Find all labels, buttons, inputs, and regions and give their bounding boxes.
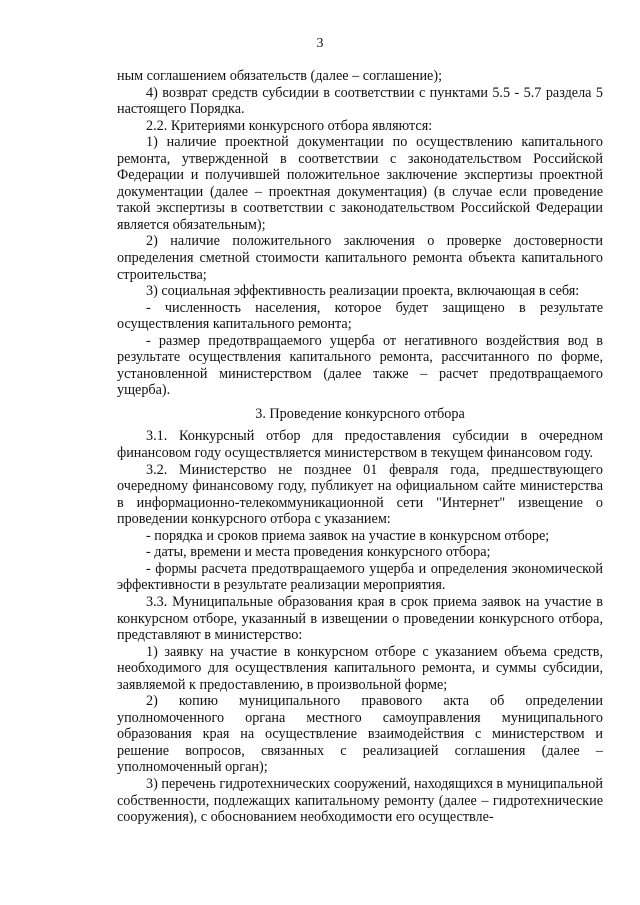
paragraph-criteria-1: 1) наличие проектной документации по осуществлению капитального ремонта, утвержденной в соответствии с законодательством Российской Федерации и получившей положительное заключение экспертизы проектной документации (далее – проектная документация) (в случае если проведение такой экспертизы в соответствии с законодательством Российской Федерации является обязательным);	[117, 134, 603, 233]
paragraph-order-terms: - порядка и сроков приема заявок на участие в конкурсном отборе;	[146, 527, 550, 544]
paragraph-3-2: 3.2. Министерство не позднее 01 февраля года, предшествующего очередному финансовому году, публикует на официальном сайте министерства в информационно-телекоммуникационной сети "Интернет" извещение о проведении конкурсного отбора с указанием:	[117, 461, 603, 528]
paragraph-criteria-2: 2) наличие положительного заключения о проверке достоверности определения сметной стоимости капитального ремонта объекта капитального строительства;	[117, 233, 603, 283]
page-number: 3	[316, 36, 324, 51]
paragraph-continuation: ным соглашением обязательств (далее – соглашение);	[117, 68, 443, 84]
paragraph-calculation-forms: - формы расчета предотвращаемого ущерба и определения экономической эффективности в результате реализации мероприятия.	[117, 560, 603, 594]
paragraph-date-place: - даты, времени и места проведения конкурсного отбора;	[146, 544, 491, 561]
paragraph-hydro-list: 3) перечень гидротехнических сооружений, находящихся в муниципальной собственности, подлежащих капитальному ремонту (далее – гидротехнические сооружения), с обоснованием необходимости его осуществле-	[117, 775, 603, 826]
document-body	[117, 68, 603, 826]
paragraph-3-3: 3.3. Муниципальные образования края в срок приема заявок на участие в конкурсном отборе, указанный в извещении о проведении конкурсного отбора, представляют в министерство:	[117, 593, 603, 644]
section-heading-3: 3. Проведение конкурсного отбора	[255, 405, 465, 422]
paragraph-damage: - размер предотвращаемого ущерба от негативного воздействия вод в результате осуществления капитального ремонта, рассчитанного по форме, установленной министерством (далее также – расчет предотвращаемого ущерба).	[117, 332, 603, 399]
paragraph-legal-act-copy: 2) копию муниципального правового акта об определении уполномоченного органа местного самоуправления муниципального образования края на осуществление взаимодействия с министерством и решение вопросов, связанных с реализацией соглашения (далее – уполномоченный орган);	[117, 693, 603, 776]
paragraph-application: 1) заявку на участие в конкурсном отборе с указанием объема средств, необходимого для осуществления капитального ремонта, и суммы субсидии, заявляемой к предоставлению, в произвольной форме;	[117, 643, 603, 693]
paragraph-3-1: 3.1. Конкурсный отбор для предоставления субсидии в очередном финансовом году осуществляется министерством в текущем финансовом году.	[117, 428, 603, 462]
paragraph-2-2-criteria: 2.2. Критериями конкурсного отбора являются:	[146, 117, 433, 134]
paragraph-item-4-refund: 4) возврат средств субсидии в соответствии с пунктами 5.5 - 5.7 раздела 5 настоящего Порядка.	[117, 84, 603, 118]
paragraph-criteria-3: 3) социальная эффективность реализации проекта, включающая в себя:	[146, 283, 580, 300]
paragraph-population: - численность населения, которое будет защищено в результате осуществления капитального ремонта;	[117, 299, 603, 333]
